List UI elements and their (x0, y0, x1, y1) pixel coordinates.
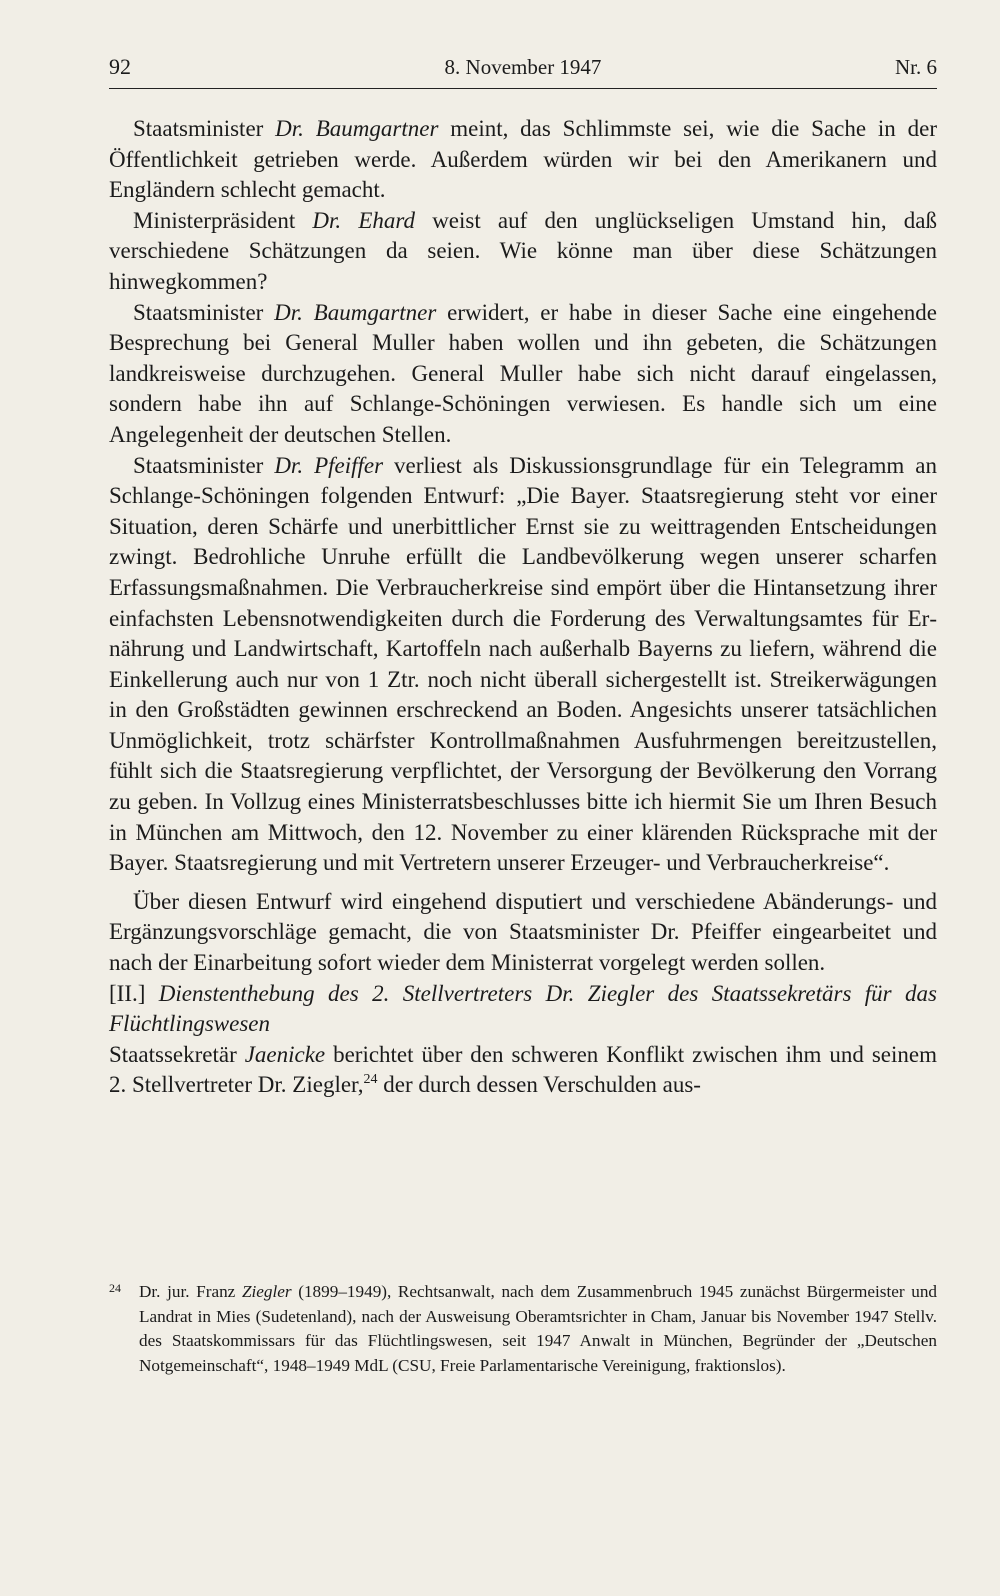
section-heading (109, 979, 937, 1040)
running-header (109, 52, 937, 86)
section-title: Dienstenthebung des 2. Stellvertreters Dr. Ziegler des Staatssekretärs für das Flüchtlingswesen (109, 980, 937, 1037)
speaker-name: Dr. Baumgartner (274, 299, 437, 325)
footnote-text: Dr. jur. Franz Ziegler (1899–1949), Rechtsanwalt, nach dem Zusammenbruch 1945 zunächst Bürgermeister und Landrat in Mies (Sudetenland), nach der Ausweisung Oberamtsrichter in Cham, Januar bis November 1947 Stellv. des Staatskommissars für das Flüchtlingswesen, seit 1947 Anwalt in München, Begründer der „Deutschen Notgemeinschaft“, 1948–1949 MdL (CSU, Freie Parlamentarische Vereinigung, fraktionslos). (139, 1282, 938, 1375)
paragraph-pfeiffer-telegram: Staatsminister Dr. Pfeiffer verliest als Diskussionsgrundlage für ein Telegramm an Schlange-Schöningen folgenden Entwurf: „Die Bayer. Staatsregierung steht vor einer Situation, deren Schärfe und unerbittlicher Ernst sie zu weittragenden Entscheidungen zwingt. Bedrohliche Unruhe erfüllt die Landbevölkerung wegen unserer scharfen Erfassungsmaßnahmen. Die Verbraucherkreise sind empört über die Hintansetzung ihrer einfachsten Lebensnotwendigkeiten durch die Forderung des Verwaltungsamtes für Ernährung und Landwirtschaft, Kartoffeln nach außerhalb Bayerns zu liefern, während die Einkellerung auch nur von 1 Ztr. noch nicht überall sichergestellt ist. Streikerwägungen in den Großstädten gewinnen erschreckend an Boden. Angesichts unserer tatsächlichen Unmöglichkeit, trotz schärfster Kontrollmaßnahmen Ausfuhrmengen bereitzustellen, fühlt sich die Staatsregierung verpflichtet, der Versorgung der Bevölkerung den Vorrang zu geben. In Vollzug eines Ministerratsbeschlusses bitte ich hiermit Sie um Ihren Besuch in München am Mittwoch, den 12. November zu einer klärenden Rücksprache mit der Bayer. Staatsregierung und mit Vertretern unserer Erzeuger- und Verbraucherkreise“. (109, 452, 937, 876)
speaker-name: Dr. Ehard (312, 207, 416, 233)
paragraph-discussion: Über diesen Entwurf wird eingehend disputiert und verschiedene Abänderungs- und Ergänzungsvorschläge gemacht, die von Staatsminister Dr. Pfeiffer eingearbeitet und nach der Einarbeitung sofort wieder dem Ministerrat vorgelegt werden sollen. (109, 888, 937, 976)
main-text (109, 114, 937, 1101)
footnote-number: 24 (109, 1281, 121, 1295)
paragraph-baumgartner-1: Staatsminister Dr. Baumgartner meint, das Schlimmste sei, wie die Sache in der Öffentlichkeit getrieben werde. Außerdem würden wir bei den Amerikanern und Engländern schlecht gemacht. (109, 116, 938, 203)
header-rule (109, 88, 937, 89)
page-number: 92 (109, 54, 131, 79)
footnote-24 (109, 1280, 937, 1378)
speaker-name: Jaenicke (244, 1041, 326, 1067)
header-issue-number: Nr. 6 (895, 55, 937, 79)
speaker-name: Dr. Pfeiffer (274, 452, 384, 478)
header-date: 8. November 1947 (444, 55, 602, 79)
paragraph-ehard: Ministerpräsident Dr. Ehard weist auf den unglückseligen Umstand hin, daß verschiedene Schätzungen da seien. Wie könne man über diese Schätzungen hinwegkommen? (109, 207, 937, 294)
paragraph-baumgartner-2: Staatsminister Dr. Baumgartner erwidert, er habe in dieser Sache eine eingehende Besprechung bei General Muller haben wollen und ihn gebeten, die Schätzungen landkreisweise durchzugehen. General Muller habe sich nicht darauf eingelassen, sondern habe ihn auf Schlange-Schöningen verwiesen. Es handle sich um eine Angelegenheit der deutschen Stellen. (109, 299, 938, 447)
speaker-name: Dr. Baumgartner (275, 116, 439, 141)
footnote-reference: 24 (363, 1072, 378, 1088)
paragraph-jaenicke: Staatssekretär Jaenicke berichtet über den schweren Konflikt zwischen ihm und seinem 2. Stellvertreter Dr. Ziegler,$^{24}$ der durch dessen Verschulden aus- (109, 1041, 937, 1098)
section-number: [II.] (109, 980, 146, 1006)
document-page (109, 0, 937, 1596)
